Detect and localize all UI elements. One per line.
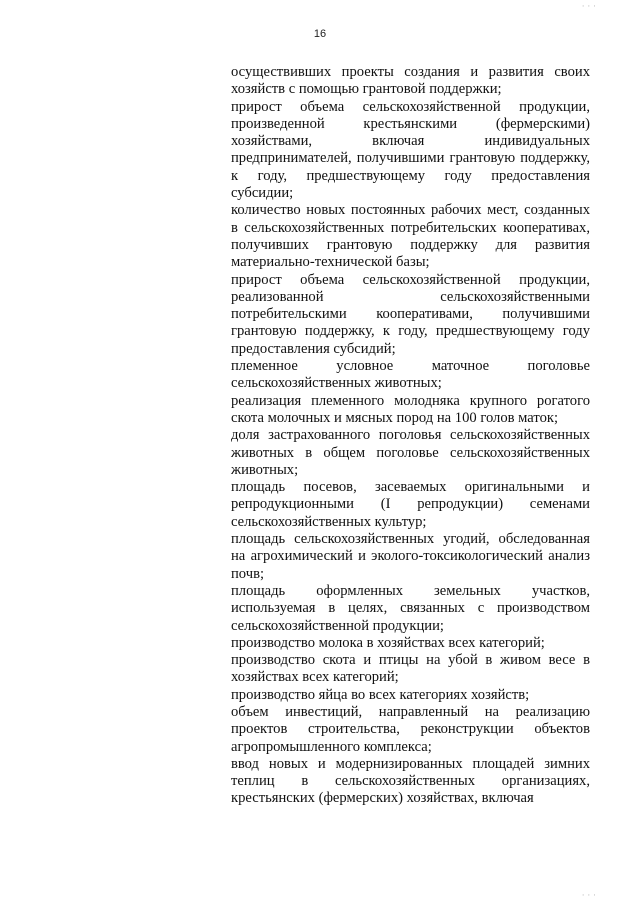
- list-item: осуществивших проекты создания и развития своих хозяйств с помощью грантовой поддержки;: [231, 64, 590, 98]
- list-item: прирост объема сельскохозяйственной продукции, реализованной сельскохозяйственными потребительскими кооперативами, получившими грантовую поддержку, к году, предшествующему году предоставления субсидий;: [231, 271, 590, 357]
- list-item: производство яйца во всех категориях хозяйств;: [231, 686, 530, 703]
- list-item: ввод новых и модернизированных площадей зимних теплиц в сельскохозяйственных организациях, крестьянских (фермерских) хозяйствах, включая: [231, 755, 590, 807]
- list-item: количество новых постоянных рабочих мест, созданных в сельскохозяйственных потребительских кооперативах, получивших грантовую поддержку для развития материально-технической базы;: [231, 202, 590, 271]
- list-item: площадь сельскохозяйственных угодий, обследованная на агрохимический и эколого-токсикологический анализ почв;: [231, 531, 590, 582]
- list-item: площадь оформленных земельных участков, используемая в целях, связанных с производством сельскохозяйственной продукции;: [231, 582, 590, 634]
- list-item: площадь посевов, засеваемых оригинальными и репродукционными (I репродукции) семенами сельскохозяйственных культур;: [231, 479, 590, 530]
- list-item: объем инвестиций, направленный на реализацию проектов строительства, реконструкции объектов агропромышленного комплекса;: [231, 703, 590, 755]
- list-item: реализация племенного молодняка крупного рогатого скота молочных и мясных пород на 100 голов маток;: [231, 392, 590, 426]
- page-number: 16: [313, 28, 327, 40]
- list-item: производство молока в хозяйствах всех категорий;: [231, 634, 545, 651]
- scan-corner-mark: · · ·: [581, 891, 596, 901]
- list-item: племенное условное маточное поголовье сельскохозяйственных животных;: [231, 358, 590, 392]
- list-item: доля застрахованного поголовья сельскохозяйственных животных в общем поголовье сельскохозяйственных животных;: [231, 427, 590, 478]
- list-item: производство скота и птицы на убой в живом весе в хозяйствах всех категорий;: [231, 652, 590, 686]
- scan-corner-mark: · · ·: [581, 2, 596, 12]
- document-body: [231, 64, 590, 808]
- list-item: прирост объема сельскохозяйственной продукции, произведенной крестьянскими (фермерскими) хозяйствами, включая индивидуальных предпринимателей, получившими грантовую поддержку, к году, предшествующему году предоставления субсидии;: [231, 98, 590, 202]
